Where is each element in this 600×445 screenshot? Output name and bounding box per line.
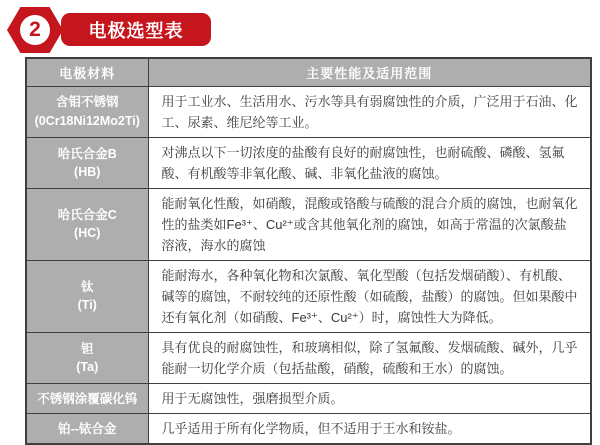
description-cell: 几乎适用于所有化学物质，但不适用于王水和铵盐。: [148, 414, 591, 445]
page-title: 电极选型表: [88, 20, 184, 41]
material-code: (Ti): [77, 298, 97, 313]
table-row: [26, 86, 591, 137]
table-row: [26, 260, 591, 332]
description-cell: 用于工业水、生活用水、污水等具有弱腐蚀性的介质，广泛用于石油、化工、尿素、维尼纶等工业。: [148, 86, 591, 137]
page-header: [0, 0, 600, 56]
material-name: 不锈钢涂覆碳化钨: [37, 391, 138, 406]
material-cell: [26, 260, 148, 332]
material-name: 铂--铱合金: [58, 421, 117, 436]
material-name: 哈氏合金C: [57, 208, 117, 223]
electrode-selection-table: [25, 57, 592, 445]
description-cell: 用于无腐蚀性，强磨损型介质。: [148, 384, 591, 414]
material-code: (HC): [74, 226, 101, 241]
badge-circle: [20, 15, 50, 45]
material-name: 哈氏合金B: [57, 146, 117, 161]
material-code: (0Cr18Ni12Mo2Ti): [34, 113, 140, 128]
material-cell: [26, 332, 148, 383]
table-row: [26, 137, 591, 188]
table-body: [26, 86, 591, 444]
material-code: (HB): [74, 164, 101, 179]
table-row: [26, 188, 591, 260]
material-column-header: 电极材料: [26, 58, 148, 86]
material-cell: [26, 188, 148, 260]
table-row: [26, 332, 591, 383]
material-name: 含钼不锈钢: [55, 95, 119, 110]
description-cell: 对沸点以下一切浓度的盐酸有良好的耐腐蚀性，也耐硫酸、磷酸、氢氟酸、有机酸等非氧化酸、碱、非氧化盐液的腐蚀。: [148, 137, 591, 188]
material-cell: [26, 86, 148, 137]
step-number-badge: [7, 7, 63, 53]
badge-number: 2: [29, 17, 41, 41]
table-row: [26, 414, 591, 445]
title-banner: [61, 13, 211, 46]
material-name: 钛: [80, 280, 94, 295]
table-header-row: [26, 58, 591, 86]
material-cell: [26, 137, 148, 188]
description-cell: 具有优良的耐腐蚀性，和玻璃相似，除了氢氟酸、发烟硫酸、碱外，几乎能耐一切化学介质（包括盐酸，硝酸，硫酸和王水）的腐蚀。: [148, 332, 591, 383]
material-name: 钽: [80, 341, 94, 356]
description-column-header: 主要性能及适用范围: [148, 58, 591, 86]
description-cell: 能耐海水，各种氧化物和次氯酸、氧化型酸（包括发烟硝酸）、有机酸、碱等的腐蚀，不耐较纯的还原性酸（如硫酸，盐酸）的腐蚀。但如果酸中还有氧化剂（如硝酸、Fe³⁺、Cu²⁺）时，腐蚀性大为降低。: [148, 260, 591, 332]
table-row: [26, 384, 591, 414]
material-cell: [26, 414, 148, 445]
material-cell: [26, 384, 148, 414]
material-code: (Ta): [76, 360, 99, 375]
description-cell: 能耐氧化性酸，如硝酸，混酸或铬酸与硫酸的混合介质的腐蚀，也耐氧化性的盐类如Fe³⁺、Cu²⁺或含其他氧化剂的腐蚀，如高于常温的次氯酸盐溶液，海水的腐蚀: [148, 188, 591, 260]
